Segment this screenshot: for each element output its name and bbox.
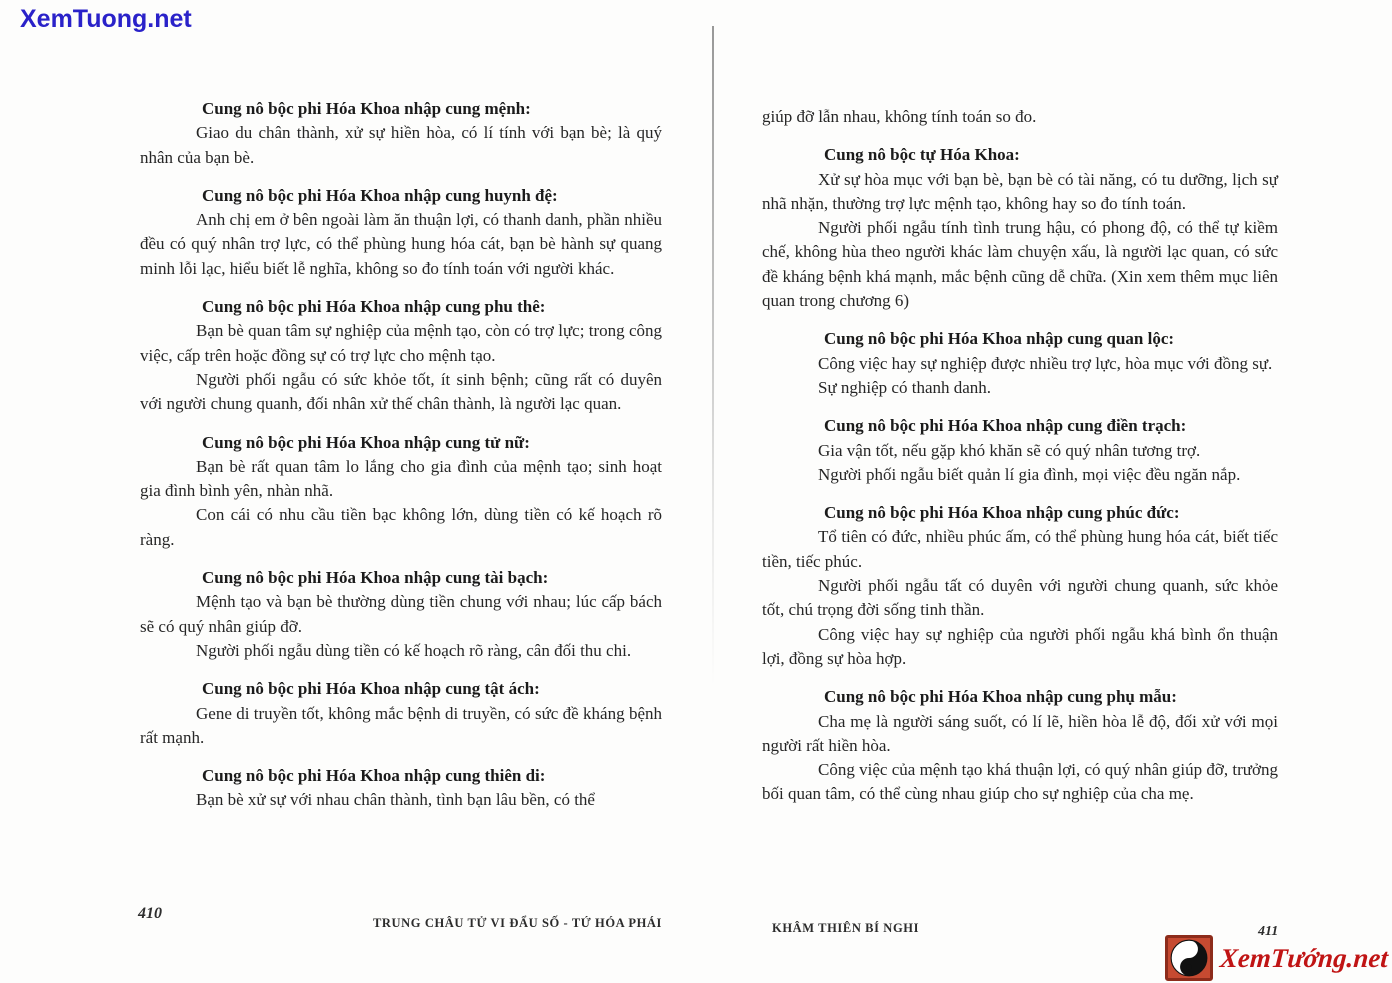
right-page-text-column <box>762 0 1278 807</box>
section-heading: Cung nô bộc phi Hóa Khoa nhập cung điền trạch: <box>824 416 1187 436</box>
right-page-number: 411 <box>1258 924 1279 939</box>
text-section <box>140 431 662 552</box>
paragraph: Công việc của mệnh tạo khá thuận lợi, có quý nhân giúp đỡ, trưởng bối quan tâm, có thể cùng nhau giúp cho sự nghiệp của cha mẹ. <box>762 760 1278 804</box>
section-heading: Cung nô bộc phi Hóa Khoa nhập cung tật ách: <box>202 679 540 699</box>
paragraph: Người phối ngẫu tất có duyên với người chung quanh, sức khỏe tốt, chú trọng đời sống tinh thần. <box>762 576 1278 620</box>
left-page-text-column <box>140 0 662 813</box>
paragraph: Người phối ngẫu biết quản lí gia đình, mọi việc đều ngăn nắp. <box>818 464 1241 484</box>
paragraph: Gene di truyền tốt, không mắc bệnh di truyền, có sức đề kháng bệnh rất mạnh. <box>140 703 662 747</box>
paragraph: Người phối ngẫu dùng tiền có kế hoạch rõ ràng, cân đối thu chi. <box>196 640 632 660</box>
paragraph: Cha mẹ là người sáng suốt, có lí lẽ, hiền hòa lễ độ, đối xử với mọi người rất hiền hòa. <box>762 711 1278 755</box>
section-heading: Cung nô bộc phi Hóa Khoa nhập cung mệnh: <box>202 99 531 118</box>
text-section <box>140 97 662 170</box>
section-heading: Cung nô bộc phi Hóa Khoa nhập cung quan lộc: <box>824 329 1175 349</box>
continuation-paragraph: giúp đỡ lẫn nhau, không tính toán so đo. <box>762 107 1037 126</box>
paragraph: Tổ tiên có đức, nhiều phúc ấm, có thể phùng hung hóa cát, biết tiếc tiền, tiếc phúc. <box>762 527 1278 571</box>
text-section <box>762 685 1278 806</box>
logo-text: XemTướng.net <box>1219 942 1390 973</box>
section-heading: Cung nô bộc phi Hóa Khoa nhập cung huynh đệ: <box>202 185 558 205</box>
paragraph: Xử sự hòa mục với bạn bè, bạn bè có tài năng, có tu dưỡng, lịch sự nhã nhặn, thường trợ lực mệnh tạo, không hay so đo tính toán. <box>762 169 1278 213</box>
left-page-number: 410 <box>138 905 162 922</box>
text-section <box>140 764 662 813</box>
section-heading: Cung nô bộc tự Hóa Khoa: <box>824 145 1020 165</box>
paragraph: Anh chị em ở bên ngoài làm ăn thuận lợi, có thanh danh, phần nhiều đều có quý nhân trợ lực, có thể phùng hung hóa cát, bạn bè hành sự quang minh lỗi lạc, hiểu biết lễ nghĩa, không so đo tính toán với người khác. <box>140 210 662 278</box>
left-running-title: TRUNG CHÂU TỬ VI ĐẨU SỐ - TỨ HÓA PHÁI <box>372 916 662 930</box>
section-heading: Cung nô bộc phi Hóa Khoa nhập cung thiên di: <box>202 766 546 786</box>
text-section <box>762 501 1278 671</box>
text-section <box>762 327 1278 400</box>
paragraph: Giao du chân thành, xử sự hiền hòa, có lí tính với bạn bè; là quý nhân của bạn bè. <box>140 123 662 167</box>
yin-yang-icon <box>1165 935 1213 981</box>
text-section <box>140 295 662 416</box>
page-gutter-divider <box>712 26 714 686</box>
paragraph: Bạn bè xử sự với nhau chân thành, tình bạn lâu bền, có thể <box>196 790 595 810</box>
text-section <box>762 143 1278 313</box>
paragraph: Gia vận tốt, nếu gặp khó khăn sẽ có quý nhân tương trợ. <box>818 440 1201 460</box>
paragraph: Công việc hay sự nghiệp được nhiều trợ lực, hòa mục với đồng sự. <box>818 353 1273 373</box>
paragraph: Công việc hay sự nghiệp của người phối ngẫu khá bình ổn thuận lợi, đồng sự hòa hợp. <box>762 624 1278 668</box>
section-heading: Cung nô bộc phi Hóa Khoa nhập cung phu thê: <box>202 297 546 317</box>
section-heading: Cung nô bộc phi Hóa Khoa nhập cung phụ mẫu: <box>824 687 1177 707</box>
paragraph: Bạn bè rất quan tâm lo lắng cho gia đình của mệnh tạo; sinh hoạt gia đình bình yên, nhàn nhã. <box>140 456 662 501</box>
xemtuong-logo[interactable] <box>1165 935 1388 981</box>
paragraph: Sự nghiệp có thanh danh. <box>818 377 992 397</box>
text-section <box>140 566 662 663</box>
paragraph: Bạn bè quan tâm sự nghiệp của mệnh tạo, còn có trợ lực; trong công việc, cấp trên hoặc đồng sự có trợ lực cho mệnh tạo. <box>140 321 662 365</box>
text-section <box>762 414 1278 487</box>
text-section <box>140 184 662 281</box>
paragraph: Người phối ngẫu có sức khỏe tốt, ít sinh bệnh; cũng rất có duyên với người chung quanh, đối nhân xử thế chân thành, là người lạc quan. <box>140 369 662 414</box>
section-heading: Cung nô bộc phi Hóa Khoa nhập cung phúc đức: <box>824 503 1180 523</box>
paragraph: Mệnh tạo và bạn bè thường dùng tiền chung với nhau; lúc cấp bách sẽ có quý nhân giúp đỡ. <box>140 592 662 636</box>
watermark-link[interactable]: XemTuong.net <box>20 5 192 33</box>
text-section <box>140 677 662 750</box>
section-heading: Cung nô bộc phi Hóa Khoa nhập cung tử nữ: <box>202 432 530 452</box>
section-heading: Cung nô bộc phi Hóa Khoa nhập cung tài bạch: <box>202 568 549 588</box>
right-running-title: KHÂM THIÊN BÍ NGHI <box>772 921 920 935</box>
paragraph: Con cái có nhu cầu tiền bạc không lớn, dùng tiền có kế hoạch rõ ràng. <box>140 505 662 549</box>
paragraph: Người phối ngẫu tính tình trung hậu, có phong độ, có thể tự kiềm chế, không hùa theo người khác làm chuyện xấu, là người lạc quan, có sức đề kháng bệnh khá mạnh, mắc bệnh cũng dễ chữa. (Xin xem thêm mục liên quan trong chương 6) <box>762 218 1278 311</box>
